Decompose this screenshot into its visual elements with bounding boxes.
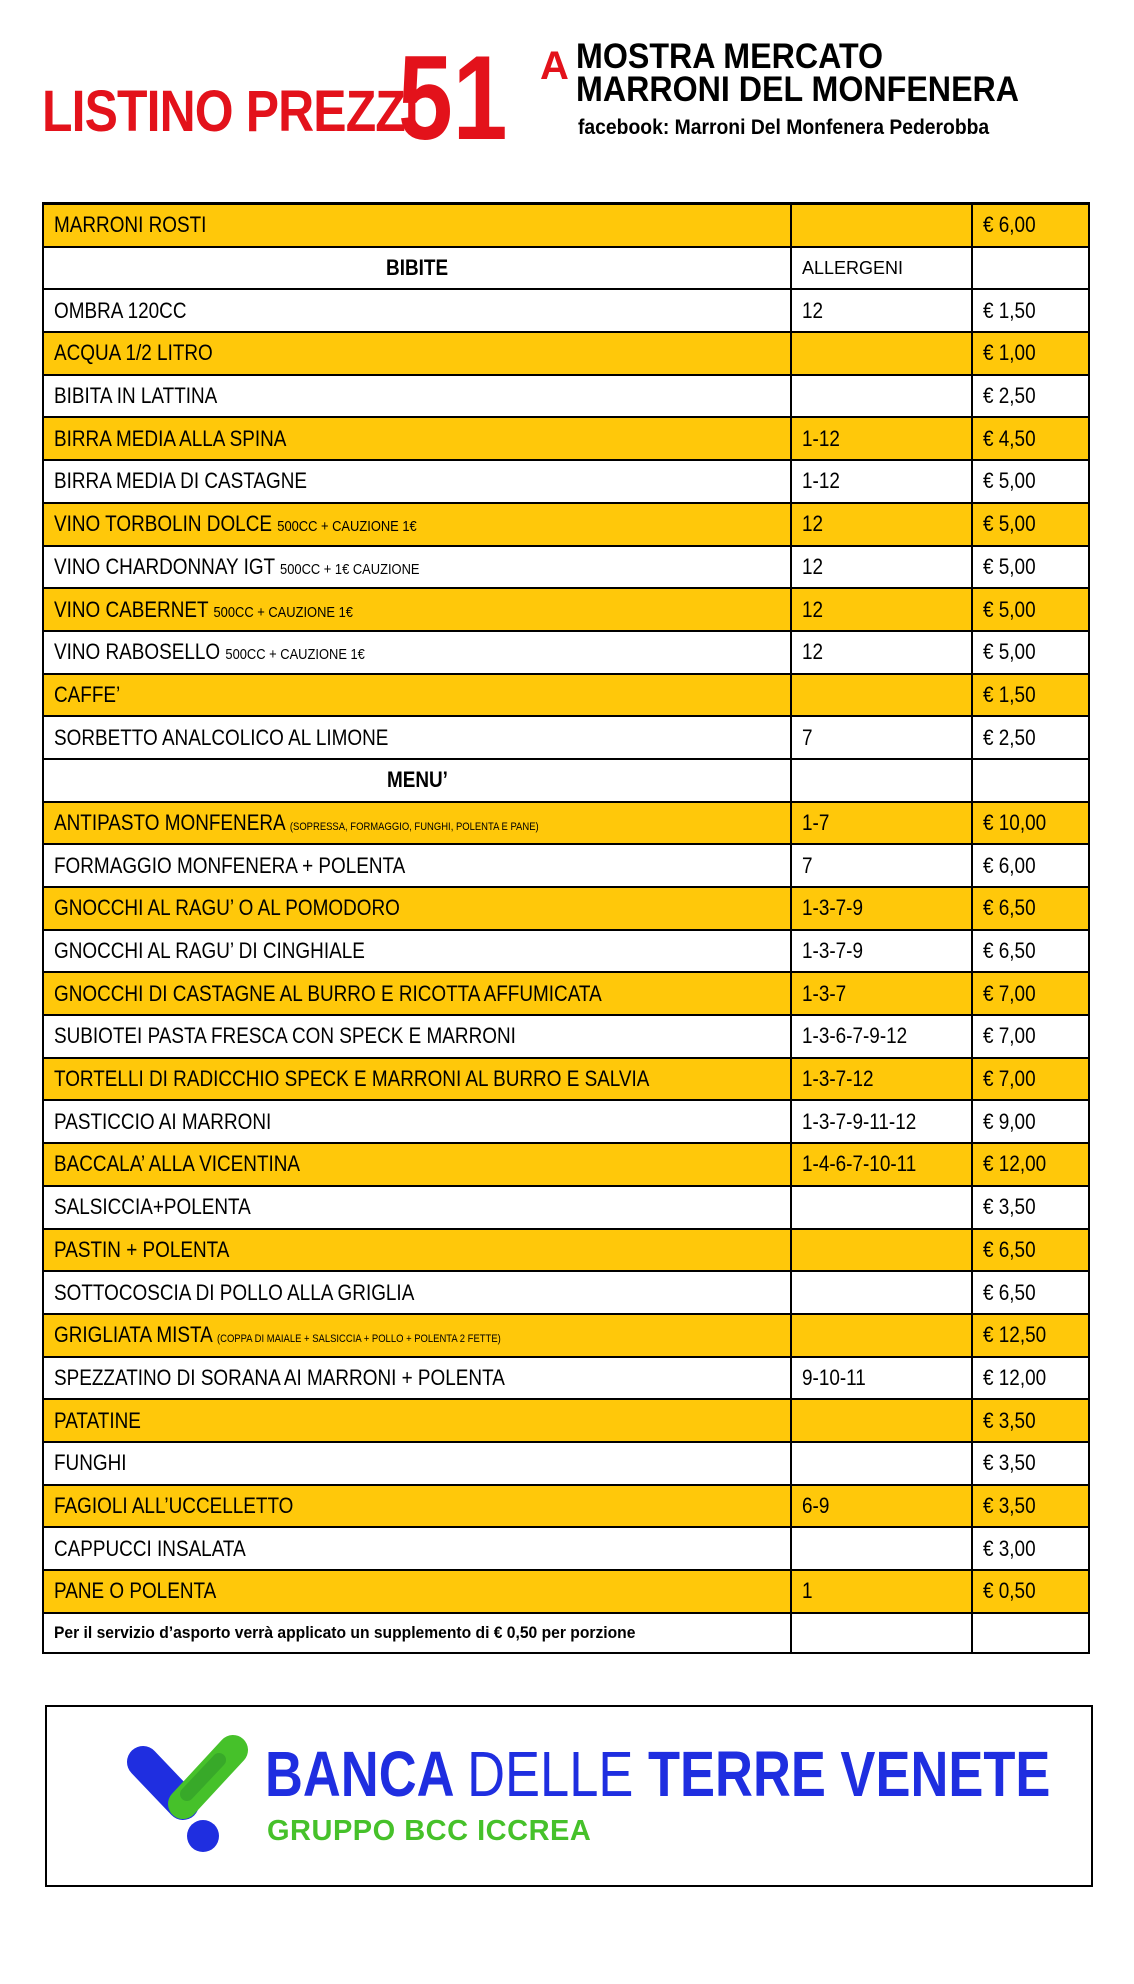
item-label	[54, 938, 365, 964]
item-allergens	[791, 503, 972, 546]
item-name: BIRRA MEDIA DI CASTAGNE	[54, 468, 308, 494]
item-label	[54, 1194, 251, 1220]
price-value: € 3,50	[983, 1407, 1036, 1433]
price-value: € 6,50	[983, 895, 1036, 921]
menu-item-row	[43, 930, 1089, 973]
bank-name-part3: TERRE VENETE	[647, 1738, 1051, 1810]
allergen-codes: 7	[802, 724, 813, 750]
item-label	[54, 810, 539, 836]
item-allergens	[791, 546, 972, 589]
item-allergens	[791, 930, 972, 973]
menu-item-row	[43, 1442, 1089, 1485]
section-title: MENU’	[386, 767, 448, 793]
price-value: € 7,00	[983, 980, 1036, 1006]
item-price	[972, 1186, 1089, 1229]
edition-suffix: A	[540, 44, 569, 88]
section-header-row	[43, 759, 1089, 802]
allergen-codes: 1-12	[802, 468, 840, 494]
item-allergens	[791, 716, 972, 759]
item-name-cell	[43, 1229, 791, 1272]
item-name-cell	[43, 1143, 791, 1186]
menu-item-row	[43, 1100, 1089, 1143]
menu-item-row	[43, 972, 1089, 1015]
item-price	[972, 716, 1089, 759]
item-name: VINO CHARDONNAY IGT	[54, 553, 275, 579]
price-value: € 12,00	[983, 1151, 1047, 1177]
item-price	[972, 1485, 1089, 1528]
item-price	[972, 1100, 1089, 1143]
item-name-cell	[43, 1527, 791, 1570]
empty-cell	[972, 247, 1089, 290]
menu-item-row	[43, 1186, 1089, 1229]
price-value: € 4,50	[983, 425, 1036, 451]
item-price	[972, 417, 1089, 460]
item-name-cell	[43, 332, 791, 375]
event-title	[576, 37, 1020, 109]
item-name-cell	[43, 631, 791, 674]
item-price	[972, 1058, 1089, 1101]
item-note: (SOPRESSA, FORMAGGIO, FUNGHI, POLENTA E PANE)	[289, 820, 539, 833]
allergen-codes: 1-3-6-7-9-12	[802, 1023, 908, 1049]
item-name-cell	[43, 546, 791, 589]
menu-item-row	[43, 844, 1089, 887]
item-name-cell	[43, 460, 791, 503]
price-value: € 6,50	[983, 1236, 1036, 1262]
price-value: € 1,50	[983, 681, 1036, 707]
item-name-cell	[43, 1186, 791, 1229]
item-name: SORBETTO ANALCOLICO AL LIMONE	[54, 724, 389, 750]
menu-item-row	[43, 802, 1089, 845]
item-name: ACQUA 1/2 LITRO	[54, 340, 213, 366]
item-price	[972, 546, 1089, 589]
item-note: 500CC + 1€ CAUZIONE	[280, 560, 420, 578]
item-name-cell	[43, 1015, 791, 1058]
item-price	[972, 588, 1089, 631]
allergen-codes: 12	[802, 596, 824, 622]
price-value: € 9,00	[983, 1108, 1036, 1134]
allergens-header: ALLERGENI	[791, 247, 972, 290]
item-allergens	[791, 1570, 972, 1613]
allergen-codes: 7	[802, 852, 813, 878]
menu-item-row	[43, 417, 1089, 460]
price-value: € 1,00	[983, 340, 1036, 366]
allergen-codes: 6-9	[802, 1492, 830, 1518]
item-label	[54, 1450, 127, 1476]
item-price	[972, 1357, 1089, 1400]
allergen-codes: 1-3-7-9	[802, 895, 863, 921]
item-name-cell	[43, 887, 791, 930]
item-allergens	[791, 1186, 972, 1229]
item-name: CAFFE’	[54, 681, 121, 707]
price-value: € 5,00	[983, 596, 1036, 622]
item-label	[54, 1066, 649, 1092]
item-label	[54, 426, 286, 452]
takeaway-note-cell	[43, 1613, 791, 1653]
price-value: € 12,50	[983, 1322, 1047, 1348]
item-label	[54, 340, 213, 366]
price-value: € 3,50	[983, 1194, 1036, 1220]
item-name: BACCALA’ ALLA VICENTINA	[54, 1151, 301, 1177]
item-name-cell	[43, 375, 791, 418]
menu-item-row	[43, 1527, 1089, 1570]
item-note: 500CC + CAUZIONE 1€	[225, 646, 365, 664]
item-price	[972, 460, 1089, 503]
menu-item-row	[43, 1058, 1089, 1101]
item-name-cell	[43, 1271, 791, 1314]
listino-prezzi-title: LISTINO PREZZI	[42, 79, 418, 144]
price-value: € 5,00	[983, 639, 1036, 665]
bank-name	[265, 1737, 1050, 1811]
item-label	[54, 1109, 271, 1135]
price-value: € 2,50	[983, 383, 1036, 409]
menu-item-row	[43, 289, 1089, 332]
item-name-cell	[43, 802, 791, 845]
facebook-line: facebook: Marroni Del Monfenera Pederobba	[578, 116, 990, 139]
item-name: BIRRA MEDIA ALLA SPINA	[54, 425, 287, 451]
allergen-codes: 12	[802, 553, 824, 579]
allergen-codes: 1	[802, 1578, 813, 1604]
price-value: € 7,00	[983, 1066, 1036, 1092]
menu-item-row	[43, 1570, 1089, 1613]
price-value: € 5,00	[983, 553, 1036, 579]
price-value: € 6,50	[983, 1279, 1036, 1305]
price-value: € 1,50	[983, 297, 1036, 323]
item-name-cell	[43, 1570, 791, 1613]
section-title-cell	[43, 247, 791, 290]
edition-number: 51	[398, 31, 508, 165]
item-allergens	[791, 375, 972, 418]
allergen-codes: 9-10-11	[802, 1364, 866, 1390]
item-price	[972, 1143, 1089, 1186]
price-value: € 6,00	[983, 212, 1036, 238]
item-name: PASTICCIO AI MARRONI	[54, 1108, 272, 1134]
item-price	[972, 802, 1089, 845]
allergen-codes: 12	[802, 511, 824, 537]
item-name: GNOCCHI DI CASTAGNE AL BURRO E RICOTTA AFFUMICATA	[54, 980, 602, 1006]
item-label	[54, 1023, 516, 1049]
menu-item-row	[43, 460, 1089, 503]
item-label	[54, 1578, 216, 1604]
menu-item-row	[43, 674, 1089, 717]
item-allergens	[791, 417, 972, 460]
item-label	[54, 1536, 246, 1562]
item-name-cell	[43, 844, 791, 887]
menu-item-row	[43, 503, 1089, 546]
item-name: SPEZZATINO DI SORANA AI MARRONI + POLENTA	[54, 1364, 505, 1390]
item-label	[54, 639, 365, 665]
item-price	[972, 1570, 1089, 1613]
item-allergens	[791, 460, 972, 503]
item-label	[54, 511, 417, 537]
item-name-cell	[43, 1314, 791, 1357]
item-price	[972, 1015, 1089, 1058]
section-title-cell	[43, 759, 791, 802]
menu-item-row	[43, 1015, 1089, 1058]
menu-item-row	[43, 1314, 1089, 1357]
item-name: VINO TORBOLIN DOLCE	[54, 511, 272, 537]
item-name-cell	[43, 417, 791, 460]
item-name: BIBITA IN LATTINA	[54, 383, 218, 409]
menu-item-row	[43, 204, 1089, 247]
price-value: € 5,00	[983, 511, 1036, 537]
item-name-cell	[43, 1100, 791, 1143]
price-value: € 6,00	[983, 852, 1036, 878]
item-allergens	[791, 631, 972, 674]
item-label	[54, 554, 420, 580]
item-note: (COPPA DI MAIALE + SALSICCIA + POLLO + POLENTA 2 FETTE)	[216, 1333, 501, 1346]
item-label	[54, 1322, 501, 1348]
allergen-codes: 1-4-6-7-10-11	[802, 1151, 917, 1177]
menu-item-row	[43, 546, 1089, 589]
item-name-cell	[43, 503, 791, 546]
price-value: € 2,50	[983, 724, 1036, 750]
item-allergens	[791, 1229, 972, 1272]
empty-cell	[972, 1613, 1089, 1653]
item-allergens	[791, 1143, 972, 1186]
item-name-cell	[43, 930, 791, 973]
item-price	[972, 1442, 1089, 1485]
item-price	[972, 1229, 1089, 1272]
item-name: MARRONI ROSTI	[54, 212, 207, 238]
empty-cell	[972, 759, 1089, 802]
price-value: € 10,00	[983, 809, 1047, 835]
item-label	[54, 682, 120, 708]
item-label	[54, 981, 602, 1007]
item-allergens	[791, 1271, 972, 1314]
price-value: € 12,00	[983, 1364, 1047, 1390]
item-name-cell	[43, 289, 791, 332]
item-name: FORMAGGIO MONFENERA + POLENTA	[54, 852, 406, 878]
item-name-cell	[43, 1442, 791, 1485]
menu-item-row	[43, 332, 1089, 375]
item-name: VINO RABOSELLO	[54, 639, 221, 665]
item-allergens	[791, 1485, 972, 1528]
bank-name-part2: DELLE	[467, 1738, 634, 1810]
item-label	[54, 725, 388, 751]
menu-item-row	[43, 375, 1089, 418]
allergen-codes: 1-12	[802, 425, 840, 451]
menu-item-row	[43, 887, 1089, 930]
menu-item-row	[43, 1399, 1089, 1442]
item-allergens	[791, 1357, 972, 1400]
item-allergens	[791, 1314, 972, 1357]
item-label	[54, 1365, 505, 1391]
price-value: € 0,50	[983, 1578, 1036, 1604]
menu-item-row	[43, 716, 1089, 759]
price-value: € 6,50	[983, 938, 1036, 964]
item-name-cell	[43, 674, 791, 717]
item-label	[54, 895, 400, 921]
item-label	[54, 597, 353, 623]
price-value: € 5,00	[983, 468, 1036, 494]
item-allergens	[791, 972, 972, 1015]
item-name: TORTELLI DI RADICCHIO SPECK E MARRONI AL BURRO E SALVIA	[54, 1066, 650, 1092]
item-price	[972, 204, 1089, 247]
menu-item-row	[43, 1271, 1089, 1314]
item-label	[54, 212, 206, 238]
allergen-codes: 1-7	[802, 809, 830, 835]
item-price	[972, 844, 1089, 887]
item-price	[972, 332, 1089, 375]
item-name: CAPPUCCI INSALATA	[54, 1535, 246, 1561]
item-name-cell	[43, 716, 791, 759]
price-value: € 3,00	[983, 1535, 1036, 1561]
item-price	[972, 1314, 1089, 1357]
menu-item-row	[43, 1143, 1089, 1186]
item-price	[972, 887, 1089, 930]
item-name: FUNGHI	[54, 1450, 127, 1476]
item-allergens	[791, 1399, 972, 1442]
item-label	[54, 1408, 141, 1434]
item-label	[54, 1151, 300, 1177]
section-title: BIBITE	[385, 255, 449, 281]
allergens-header	[791, 759, 972, 802]
menu-item-row	[43, 1357, 1089, 1400]
item-price	[972, 289, 1089, 332]
section-header-row	[43, 247, 1089, 290]
menu-item-row	[43, 1485, 1089, 1528]
item-allergens	[791, 332, 972, 375]
item-name: VINO CABERNET	[54, 596, 209, 622]
item-note: 500CC + CAUZIONE 1€	[213, 603, 353, 621]
checkmark-logo-icon	[125, 1732, 253, 1859]
item-name-cell	[43, 1357, 791, 1400]
item-allergens	[791, 289, 972, 332]
item-name: SOTTOCOSCIA DI POLLO ALLA GRIGLIA	[54, 1279, 415, 1305]
item-name: PATATINE	[54, 1407, 141, 1433]
item-name: SALSICCIA+POLENTA	[54, 1194, 251, 1220]
item-allergens	[791, 1100, 972, 1143]
item-name-cell	[43, 1485, 791, 1528]
allergen-codes: 1-3-7-9-11-12	[802, 1108, 917, 1134]
menu-item-row	[43, 1229, 1089, 1272]
allergen-codes: 1-3-7-12	[802, 1066, 874, 1092]
item-label	[54, 853, 405, 879]
item-allergens	[791, 1058, 972, 1101]
item-name: ANTIPASTO MONFENERA	[54, 809, 285, 835]
sponsor-banner	[45, 1705, 1093, 1887]
item-name-cell	[43, 588, 791, 631]
item-name-cell	[43, 1399, 791, 1442]
item-price	[972, 375, 1089, 418]
item-name: SUBIOTEI PASTA FRESCA CON SPECK E MARRONI	[54, 1023, 516, 1049]
allergen-codes: 1-3-7-9	[802, 938, 863, 964]
item-name-cell	[43, 204, 791, 247]
item-name-cell	[43, 972, 791, 1015]
item-label	[54, 468, 307, 494]
item-allergens	[791, 887, 972, 930]
price-value: € 3,50	[983, 1492, 1036, 1518]
menu-item-row	[43, 631, 1089, 674]
item-note: 500CC + CAUZIONE 1€	[277, 518, 417, 536]
takeaway-note-row	[43, 1613, 1089, 1653]
item-allergens	[791, 1442, 972, 1485]
item-name: GNOCCHI AL RAGU’ DI CINGHIALE	[54, 938, 365, 964]
item-price	[972, 503, 1089, 546]
item-label	[54, 298, 186, 324]
item-allergens	[791, 1527, 972, 1570]
item-label	[54, 1493, 293, 1519]
price-table	[42, 202, 1090, 1654]
empty-cell	[791, 1613, 972, 1653]
item-label	[54, 1280, 414, 1306]
item-allergens	[791, 588, 972, 631]
item-allergens	[791, 844, 972, 887]
takeaway-note: Per il servizio d’asporto verrà applicato un supplemento di € 0,50 per porzione	[54, 1622, 636, 1642]
item-name: GNOCCHI AL RAGU’ O AL POMODORO	[54, 895, 400, 921]
item-name: PASTIN + POLENTA	[54, 1236, 230, 1262]
item-allergens	[791, 1015, 972, 1058]
price-table-body	[43, 204, 1089, 1613]
item-price	[972, 1527, 1089, 1570]
allergen-codes: 1-3-7	[802, 980, 847, 1006]
item-label	[54, 383, 217, 409]
item-price	[972, 930, 1089, 973]
item-price	[972, 674, 1089, 717]
item-label	[54, 1237, 229, 1263]
item-allergens	[791, 204, 972, 247]
item-name: OMBRA 120CC	[54, 297, 187, 323]
item-name: PANE O POLENTA	[54, 1578, 217, 1604]
item-name-cell	[43, 1058, 791, 1101]
item-name: FAGIOLI ALL’UCCELLETTO	[54, 1492, 294, 1518]
event-title-line1: MOSTRA MERCATO	[576, 37, 884, 76]
menu-item-row	[43, 588, 1089, 631]
bank-name-part1: BANCA	[265, 1738, 453, 1810]
item-allergens	[791, 802, 972, 845]
allergen-codes: 12	[802, 297, 824, 323]
price-value: € 3,50	[983, 1450, 1036, 1476]
item-price	[972, 1271, 1089, 1314]
event-title-line2: MARRONI DEL MONFENERA	[576, 70, 1020, 109]
item-price	[972, 1399, 1089, 1442]
item-allergens	[791, 674, 972, 717]
bank-group: GRUPPO BCC ICCREA	[267, 1815, 592, 1847]
item-price	[972, 972, 1089, 1015]
price-value: € 7,00	[983, 1023, 1036, 1049]
item-price	[972, 631, 1089, 674]
item-name: GRIGLIATA MISTA	[54, 1322, 212, 1348]
allergen-codes: 12	[802, 639, 824, 665]
